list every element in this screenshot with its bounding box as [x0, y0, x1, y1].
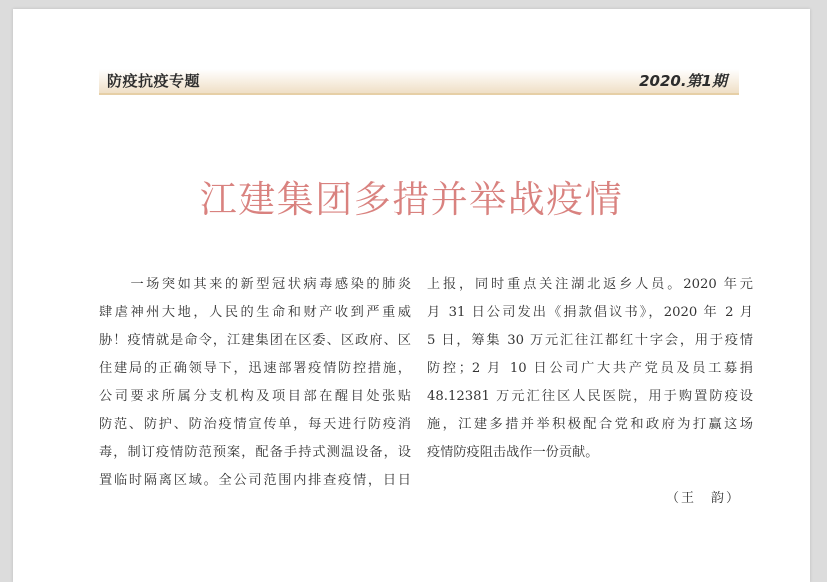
text-line: 公司要求所属分支机构及项目部在醒目处张贴	[99, 389, 411, 404]
text-line: 置临时隔离区域。全公司范围内排查疫情，日日	[99, 473, 411, 488]
text-line: 住建局的正确领导下，迅速部署疫情防控措施，	[99, 361, 411, 376]
text-line: 月 31 日公司发出《捐款倡议书》，2020 年 2 月	[427, 305, 753, 320]
text-line: 一场突如其来的新型冠状病毒感染的肺炎	[99, 277, 411, 292]
article-column-left	[99, 271, 411, 495]
text-line: 施，江建多措并举积极配合党和政府为打赢这场	[427, 417, 753, 432]
article-author: （王 韵）	[665, 491, 741, 506]
section-title: 防疫抗疫专题	[107, 72, 201, 90]
document-page	[13, 9, 810, 582]
text-line: 防控；2 月 10 日公司广大共产党员及员工募捐	[427, 361, 753, 376]
text-line: 48.12381 万元汇往区人民医院，用于购置防疫设	[427, 389, 753, 404]
article-title: 江建集团多措并举战疫情	[199, 178, 624, 221]
text-line: 5 日，筹集 30 万元汇往江都红十字会，用于疫情	[427, 333, 753, 348]
header-bar	[99, 69, 739, 95]
text-line: 肆虐神州大地，人民的生命和财产收到严重威	[99, 305, 411, 320]
article-column-right	[427, 271, 753, 467]
text-line: 防范、防护、防治疫情宣传单，每天进行防疫消	[99, 417, 411, 432]
issue-number: 2020.第1期	[639, 72, 727, 90]
text-line: 毒，制订疫情防范预案，配备手持式测温设备，设	[99, 445, 411, 460]
text-line: 上报，同时重点关注湖北返乡人员。2020 年元	[427, 277, 753, 292]
text-line: 疫情防疫阻击战作一份贡献。	[427, 445, 599, 460]
text-line: 胁！疫情就是命令，江建集团在区委、区政府、区	[99, 333, 411, 348]
